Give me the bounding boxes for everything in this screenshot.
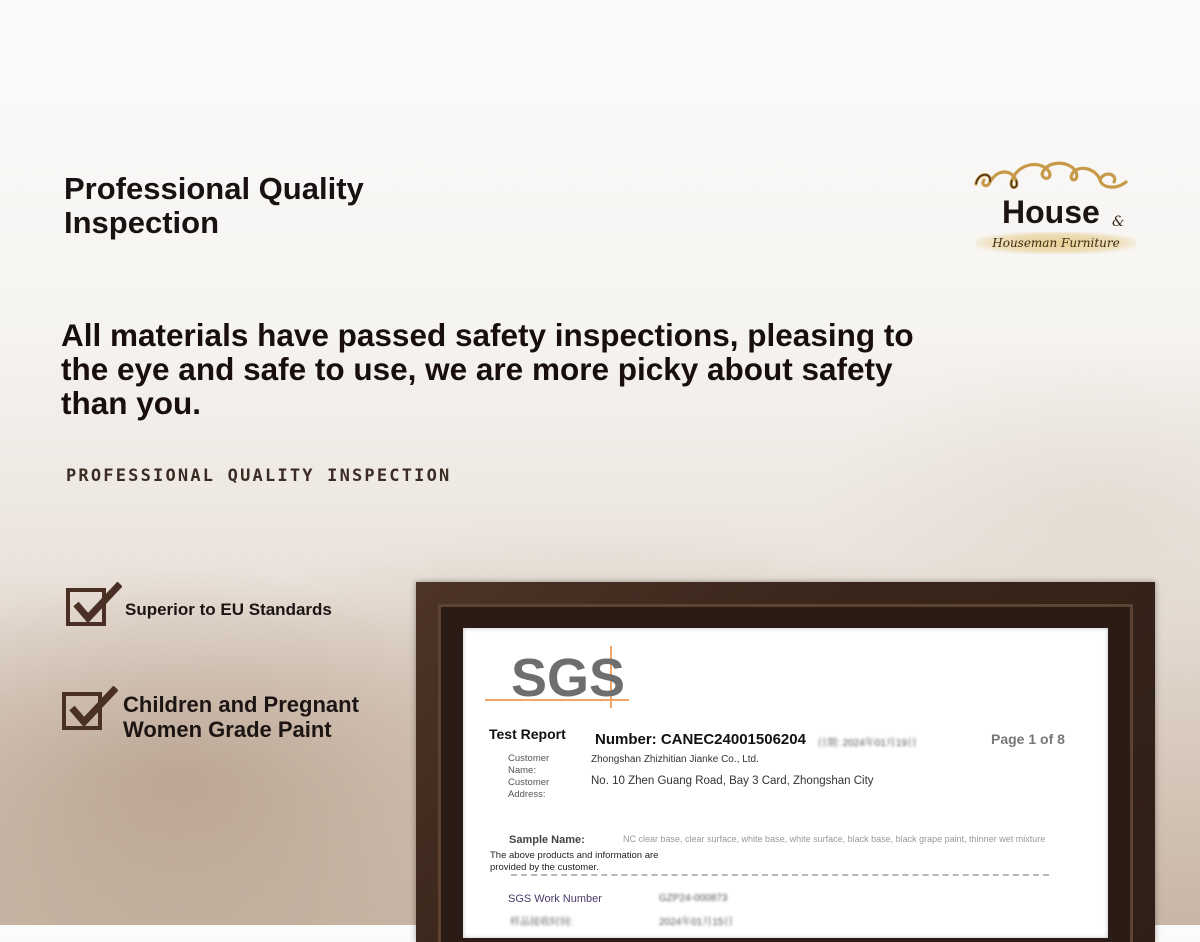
report-number: Number: CANEC24001506204: [595, 731, 806, 748]
sample-name-label: Sample Name:: [509, 834, 585, 846]
sgs-logo-text: SGS: [511, 648, 626, 708]
sgs-logo: [483, 636, 633, 708]
tagline: All materials have passed safety inspections, pleasing to the eye and safe to use, we are more picky about safety than you.: [61, 317, 914, 421]
page-indicator: Page 1 of 8: [991, 731, 1065, 747]
feature-eu-standards: [66, 582, 366, 632]
feature-label: Superior to EU Standards: [125, 600, 332, 619]
received-date: 2024年01月15日: [659, 917, 734, 928]
section-label: PROFESSIONAL QUALITY INSPECTION: [66, 466, 452, 486]
received-label: 样品接收时间:: [510, 917, 573, 928]
checkbox-check-icon: [66, 582, 122, 628]
customer-address: No. 10 Zhen Guang Road, Bay 3 Card, Zhongshan City: [591, 775, 874, 787]
work-number: GZP24-000873: [659, 893, 728, 904]
report-date: 日期: 2024年01月19日: [817, 738, 918, 749]
customer-address-label: Customer Address:: [508, 777, 550, 800]
feature-label: Children and Pregnant Women Grade Paint: [123, 692, 359, 742]
work-number-label: SGS Work Number: [508, 893, 602, 905]
feature-paint-grade: [62, 686, 382, 746]
logo-wordmark: House: [1002, 194, 1100, 230]
logo-subtitle: Houseman Furniture: [976, 232, 1136, 254]
certificate-document: [463, 628, 1108, 938]
divider: [511, 874, 1049, 876]
customer-name: Zhongshan Zhizhitian Jianke Co., Ltd.: [591, 754, 759, 765]
customer-note: The above products and information are provided by the customer.: [490, 850, 659, 873]
checkbox-check-icon: [62, 686, 118, 732]
page-title: Professional Quality Inspection: [64, 171, 364, 240]
doc-title: Test Report: [489, 726, 566, 742]
sample-name: NC clear base, clear surface, white base, white surface, black base, black grape paint, thinner wet mixture: [623, 834, 1046, 844]
brand-logo: [968, 150, 1138, 265]
logo-ampersand: &: [1112, 214, 1125, 230]
customer-name-label: Customer Name:: [508, 753, 550, 776]
